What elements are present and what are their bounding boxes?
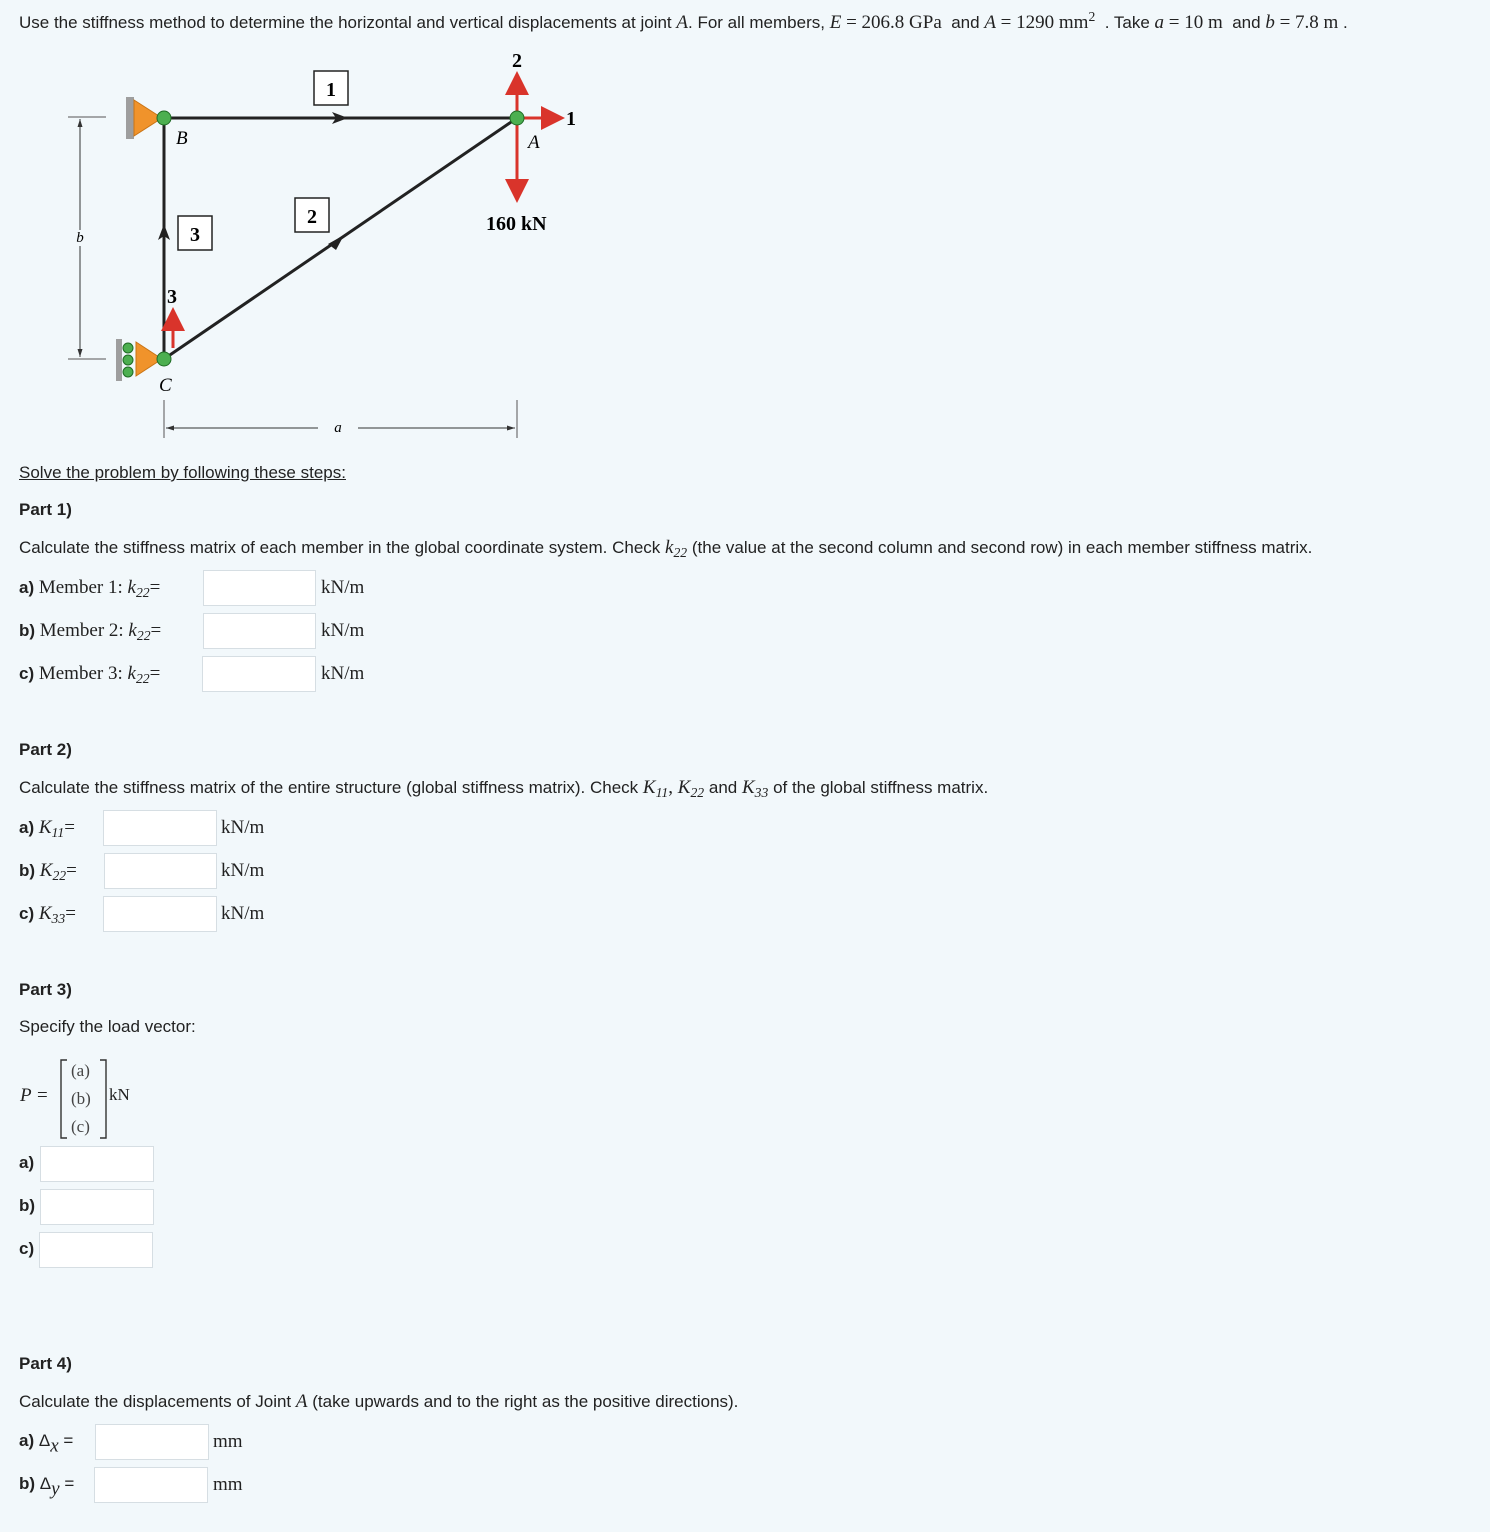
K22-unit: kN/m bbox=[221, 860, 265, 881]
member-1-label bbox=[314, 71, 348, 105]
delta-y-unit: mm bbox=[213, 1474, 243, 1495]
member1-k22-input[interactable] bbox=[203, 570, 316, 606]
a-value: = 10 m bbox=[1168, 11, 1223, 33]
area-symbol: A bbox=[984, 11, 996, 33]
b-value: = 7.8 m bbox=[1279, 11, 1339, 33]
dimension-b bbox=[68, 117, 106, 359]
roller-support-C bbox=[116, 339, 162, 381]
part2-title: Part 2) bbox=[19, 740, 72, 759]
part1-row-a: a) Member 1: $k_{22}=$ bbox=[19, 577, 161, 601]
k22-symbol: $k_{22}$ bbox=[665, 537, 688, 561]
svg-text:1: 1 bbox=[326, 79, 336, 101]
member1-unit: kN/m bbox=[321, 577, 365, 598]
end-period: . bbox=[1343, 12, 1348, 32]
joint-symbol: A bbox=[676, 11, 688, 33]
K11-input[interactable] bbox=[103, 810, 217, 846]
member2-unit: kN/m bbox=[321, 620, 365, 641]
and-text-1: and bbox=[951, 12, 980, 32]
node-A bbox=[510, 111, 524, 125]
part2-row-a: a) $K_{11}=$ bbox=[19, 817, 75, 841]
truss-figure bbox=[0, 0, 640, 450]
joint-C-label: C bbox=[159, 375, 172, 396]
vector-entry-a: (a) bbox=[71, 1061, 90, 1080]
member3-unit: kN/m bbox=[321, 663, 365, 684]
a-symbol: a bbox=[1154, 11, 1165, 33]
dim-b-label: b bbox=[76, 230, 84, 246]
dof-3-label: 3 bbox=[167, 286, 177, 308]
delta-x-unit: mm bbox=[213, 1431, 243, 1452]
vector-entry-c: (c) bbox=[71, 1117, 90, 1136]
dim-a-label: a bbox=[334, 420, 342, 436]
joint-B-label: B bbox=[176, 128, 188, 149]
node-B bbox=[157, 111, 171, 125]
part1-row-c: c) Member 3: $k_{22}=$ bbox=[19, 663, 161, 687]
member-3-label bbox=[178, 216, 212, 250]
svg-text:3: 3 bbox=[190, 224, 200, 246]
E-value: = 206.8 GPa bbox=[846, 11, 942, 33]
node-C bbox=[157, 352, 171, 366]
load-vector-b-input[interactable] bbox=[40, 1189, 154, 1225]
part3-row-c-label: c) bbox=[19, 1239, 35, 1258]
K33-input[interactable] bbox=[103, 896, 217, 932]
load-vector-equals: = bbox=[37, 1085, 48, 1106]
steps-heading: Solve the problem by following these steps: bbox=[19, 463, 346, 482]
member-2-arrow bbox=[328, 235, 344, 250]
part1-description: Calculate the stiffness matrix of each member in the global coordinate system. Check $k_{22}$ (the value at the second column and second row) in each member stiffness matrix. bbox=[19, 537, 1313, 561]
load-vector bbox=[19, 1057, 159, 1141]
vector-entry-b: (b) bbox=[71, 1089, 91, 1108]
delta-x-input[interactable] bbox=[95, 1424, 209, 1460]
load-label: 160 kN bbox=[486, 213, 547, 235]
E-symbol: E bbox=[829, 11, 842, 33]
joint-A-label: A bbox=[528, 132, 540, 153]
part3-row-a-label: a) bbox=[19, 1153, 35, 1172]
intro-text: Use the stiffness method to determine the horizontal and vertical displacements at joint bbox=[19, 12, 672, 32]
member-2-label bbox=[295, 198, 329, 232]
K22-input[interactable] bbox=[104, 853, 217, 889]
part3-row-b-label: b) bbox=[19, 1196, 36, 1215]
load-vector-c-input[interactable] bbox=[39, 1232, 153, 1268]
part4-title: Part 4) bbox=[19, 1354, 72, 1373]
area-value: = 1290 $mm^2$ bbox=[1000, 9, 1096, 33]
member2-k22-input[interactable] bbox=[203, 613, 316, 649]
part1-row-b: b) Member 2: $k_{22}=$ bbox=[19, 620, 162, 644]
dof-2-label: 2 bbox=[512, 50, 522, 72]
b-symbol: b bbox=[1265, 11, 1275, 33]
load-vector-P: P bbox=[20, 1085, 32, 1106]
mid-text: . For all members, bbox=[688, 12, 825, 32]
part2-row-b: b) $K_{22}=$ bbox=[19, 860, 77, 884]
member3-k22-input[interactable] bbox=[202, 656, 316, 692]
part4-description: Calculate the displacements of Joint A (take upwards and to the right as the positive directions). bbox=[19, 1391, 739, 1412]
take-text: . Take bbox=[1104, 12, 1150, 32]
part2-description: Calculate the stiffness matrix of the entire structure (global stiffness matrix). Check $K_{11}$, $K_{22}$ and $K_{33}$ of the global stiffness matrix. bbox=[19, 777, 989, 801]
part3-description: Specify the load vector: bbox=[19, 1017, 196, 1036]
left-bracket bbox=[59, 1059, 69, 1139]
dof-1-label: 1 bbox=[566, 108, 576, 130]
svg-text:2: 2 bbox=[307, 206, 317, 228]
dimension-a bbox=[164, 400, 517, 438]
part2-row-c: c) $K_{33}=$ bbox=[19, 903, 76, 927]
part3-title: Part 3) bbox=[19, 980, 72, 999]
and-text-2: and bbox=[1232, 12, 1261, 32]
delta-y-input[interactable] bbox=[94, 1467, 208, 1503]
load-vector-a-input[interactable] bbox=[40, 1146, 154, 1182]
part4-row-a: a) $\Delta_x$ = bbox=[19, 1431, 74, 1457]
part4-row-b: b) $\Delta_y$ = bbox=[19, 1474, 75, 1500]
K11-unit: kN/m bbox=[221, 817, 265, 838]
right-bracket bbox=[98, 1059, 108, 1139]
vector-unit: kN bbox=[109, 1085, 130, 1104]
part1-title: Part 1) bbox=[19, 500, 72, 519]
K33-unit: kN/m bbox=[221, 903, 265, 924]
